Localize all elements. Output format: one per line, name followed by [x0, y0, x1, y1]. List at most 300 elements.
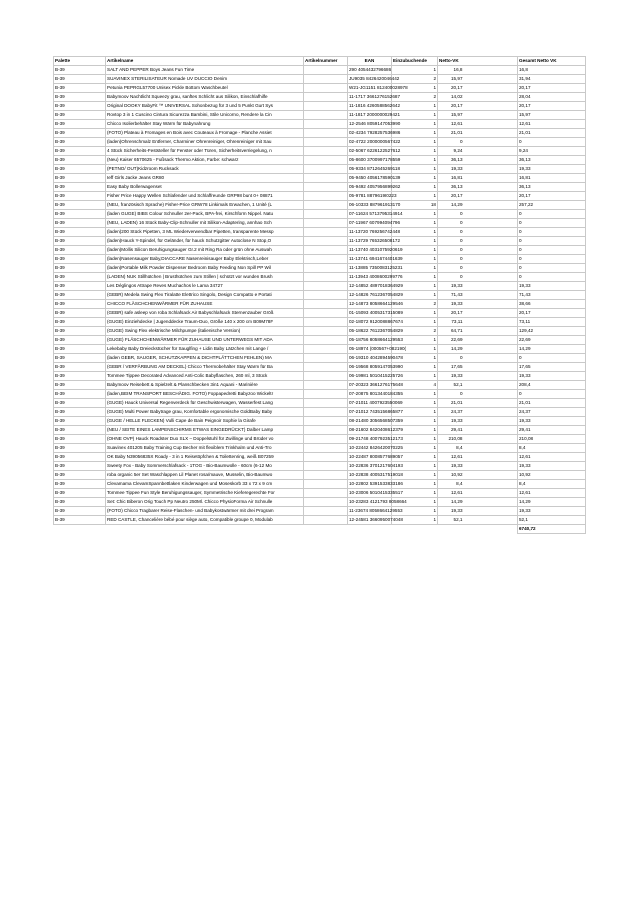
- cell-einzubuchende: 1: [392, 372, 438, 381]
- table-row: [54, 372, 586, 381]
- table-row: [54, 471, 586, 480]
- cell-netto-vk: 52,1: [438, 516, 464, 525]
- cell-gesamt-netto-vk: 31,94: [518, 75, 586, 84]
- cell-palette: B-39: [54, 462, 106, 471]
- cell-ean: 05-8600 3700997178559: [348, 156, 392, 165]
- cell-palette: B-39: [54, 399, 106, 408]
- cell-artikelnummer: [304, 165, 348, 174]
- cell-spacer: [464, 93, 518, 102]
- cell-spacer: [464, 174, 518, 183]
- table-row: [54, 255, 586, 264]
- cell-ean: 11-13943 4008600299776: [348, 273, 392, 282]
- cell-ean: 290 4054432796686: [348, 66, 392, 75]
- table-row: [54, 120, 586, 129]
- cell-netto-vk: 8,4: [438, 444, 464, 453]
- cell-ean: 06-19310 4042894590478: [348, 354, 392, 363]
- cell-netto-vk: 8,4: [438, 480, 464, 489]
- cell-ean: 11-23674 8058664129553: [348, 507, 392, 516]
- cell-spacer: [464, 111, 518, 120]
- table-row: [54, 480, 586, 489]
- cell-gesamt-netto-vk: 36,13: [518, 183, 586, 192]
- cell-einzubuchende: 1: [392, 210, 438, 219]
- cell-palette: B-39: [54, 417, 106, 426]
- cell-gesamt-netto-vk: 0: [518, 228, 586, 237]
- cell-artikelname: (GEBR) safe asleep von roba Schlafsack Air Babyschlafsack Sternenzauber Größ: [106, 309, 304, 318]
- cell-netto-vk: 14,02: [438, 93, 464, 102]
- cell-palette: B-39: [54, 165, 106, 174]
- cell-artikelname: (GUGE / HELLE FLECKEN) Vulli Cape de Bain Peignoir Sophie la Girafe: [106, 417, 304, 426]
- table-row: [54, 147, 586, 156]
- cell-einzubuchende: 1: [392, 246, 438, 255]
- cell-netto-vk: 20,17: [438, 309, 464, 318]
- table-row: [54, 435, 586, 444]
- cell-ean: 09-21748 4007923512173: [348, 435, 392, 444]
- cell-netto-vk: 71,43: [438, 291, 464, 300]
- cell-artikelname: (laden)Ohrenschmalz Entferner, Charminer Ohrenreiniger, Ohrenreiniger mit Sau: [106, 138, 304, 147]
- cell-ean: 11-1817 2000000029421: [348, 111, 392, 120]
- cell-einzubuchende: 1: [392, 507, 438, 516]
- cell-artikelname: (GUGE) Hauck Universal Regenverdeck für Geschwisterwagen, Wasserfest Lang: [106, 399, 304, 408]
- cell-ean: 07-11624 5713795314914: [348, 210, 392, 219]
- cell-palette: B-39: [54, 498, 106, 507]
- table-row: [54, 273, 586, 282]
- header-artikelname: Artikelname: [106, 57, 304, 66]
- total-row: [54, 525, 586, 534]
- cell-artikelnummer: [304, 435, 348, 444]
- cell-einzubuchende: 1: [392, 219, 438, 228]
- table-row: [54, 327, 586, 336]
- table-row: [54, 345, 586, 354]
- table-row: [54, 309, 586, 318]
- table-row: [54, 444, 586, 453]
- cell-einzubuchende: 1: [392, 66, 438, 75]
- cell-artikelnummer: [304, 462, 348, 471]
- cell-netto-vk: 22,69: [438, 336, 464, 345]
- cell-artikelnummer: [304, 354, 348, 363]
- cell-gesamt-netto-vk: 0: [518, 273, 586, 282]
- cell-spacer: [464, 318, 518, 327]
- cell-spacer: [464, 201, 518, 210]
- table-row: [54, 291, 586, 300]
- cell-einzubuchende: 1: [392, 273, 438, 282]
- cell-artikelname: Set: Chic Biberon Orig Touch Pp Neutro 250Ml. Chicco PhysioForma Air Schnulle: [106, 498, 304, 507]
- cell-ean: 11-13720 769256742448: [348, 228, 392, 237]
- cell-einzubuchende: 1: [392, 291, 438, 300]
- cell-spacer: [464, 471, 518, 480]
- cell-artikelname: Babymoov Reisebett & Spielzelt & Planschbecken 3in1 Aquani - Marinière: [106, 381, 304, 390]
- cell-spacer: [464, 75, 518, 84]
- cell-spacer: [464, 363, 518, 372]
- cell-artikelnummer: [304, 282, 348, 291]
- cell-netto-vk: 14,29: [438, 498, 464, 507]
- cell-spacer: [464, 345, 518, 354]
- cell-spacer: [464, 498, 518, 507]
- table-row: [54, 300, 586, 309]
- cell-spacer: [464, 210, 518, 219]
- table-row: [54, 381, 586, 390]
- cell-artikelname: Chicco Isolierbehälter Stay Wärm für Babynahrung: [106, 120, 304, 129]
- cell-netto-vk: 19,33: [438, 507, 464, 516]
- cell-spacer: [464, 255, 518, 264]
- cell-artikelnummer: [304, 318, 348, 327]
- cell-einzubuchende: 1: [392, 390, 438, 399]
- cell-ean: 11-13885 7350083125231: [348, 264, 392, 273]
- cell-einzubuchende: 1: [392, 165, 438, 174]
- cell-palette: B-39: [54, 219, 106, 228]
- cell-gesamt-netto-vk: 38,66: [518, 300, 586, 309]
- table-row: [54, 138, 586, 147]
- cell-artikelnummer: [304, 444, 348, 453]
- cell-gesamt-netto-vk: 20,17: [518, 192, 586, 201]
- cell-ean: 07-11967 607994094796: [348, 219, 392, 228]
- cell-spacer: [464, 372, 518, 381]
- cell-palette: B-39: [54, 156, 106, 165]
- cell-gesamt-netto-vk: 8,4: [518, 480, 586, 489]
- cell-artikelnummer: [304, 129, 348, 138]
- cell-palette: B-39: [54, 516, 106, 525]
- cell-gesamt-netto-vk: 36,13: [518, 156, 586, 165]
- cell-netto-vk: 0: [438, 246, 464, 255]
- cell-artikelname: (laden)Hauck Y-Spindel, für Geländer, für hauck Schutzgitter Autoclose N Stop,O: [106, 237, 304, 246]
- table-row: [54, 354, 586, 363]
- cell-ean: 05-18622 7612367054829: [348, 327, 392, 336]
- cell-spacer: [464, 453, 518, 462]
- cell-artikelnummer: [304, 300, 348, 309]
- cell-ean: 12-14826 7612367054829: [348, 291, 392, 300]
- cell-artikelname: SUAVINEX STERILISATEUR Nomade UV DUCCIO Denim: [106, 75, 304, 84]
- cell-artikelname: (NEU, LADEN) 16 Stück Baby-Clip-Schnuller mit Silikon-Adaptering, annhao Sch: [106, 219, 304, 228]
- cell-netto-vk: 17,65: [438, 363, 464, 372]
- cell-ean: 11-1717 3661276152687: [348, 93, 392, 102]
- cell-netto-vk: 0: [438, 228, 464, 237]
- cell-gesamt-netto-vk: 21,01: [518, 399, 586, 408]
- cell-einzubuchende: 1: [392, 138, 438, 147]
- cell-spacer: [464, 426, 518, 435]
- cell-gesamt-netto-vk: 21,01: [518, 129, 586, 138]
- cell-ean: 05-9334 8712645269118: [348, 165, 392, 174]
- cell-gesamt-netto-vk: 10,92: [518, 471, 586, 480]
- cell-artikelnummer: [304, 336, 348, 345]
- cell-einzubuchende: 1: [392, 435, 438, 444]
- cell-einzubuchende: 1: [392, 345, 438, 354]
- cell-ean: 12-2546 8059147053990: [348, 120, 392, 129]
- cell-artikelname: Les Déglingos Attrape Reves Muchachos le Lama 34727: [106, 282, 304, 291]
- cell-artikelname: Babymoov Nachtlicht Squeezy grau, sanftes Schlicht aus Silikon, Einschlafhilfe: [106, 93, 304, 102]
- cell-ean: 10-22838 4005317519018: [348, 471, 392, 480]
- cell-netto-vk: 0: [438, 264, 464, 273]
- cell-netto-vk: 29,41: [438, 426, 464, 435]
- cell-palette: B-39: [54, 111, 106, 120]
- cell-gesamt-netto-vk: 14,29: [518, 345, 586, 354]
- cell-netto-vk: 20,17: [438, 192, 464, 201]
- cell-gesamt-netto-vk: 22,69: [518, 336, 586, 345]
- cell-einzubuchende: 1: [392, 417, 438, 426]
- cell-netto-vk: 10,92: [438, 471, 464, 480]
- cell-einzubuchende: 1: [392, 399, 438, 408]
- header-gesamt-netto-vk: Gesamt Netto VK: [518, 57, 586, 66]
- cell-netto-vk: 36,13: [438, 183, 464, 192]
- cell-netto-vk: 12,61: [438, 489, 464, 498]
- cell-netto-vk: 19,33: [438, 372, 464, 381]
- header-artikelnummer: Artikelnummer: [304, 57, 348, 66]
- cell-spacer: [464, 237, 518, 246]
- cell-artikelname: (Neu) Kaiser 6570625 - Fußsack Thermo Aktion, Farbe: schwarz: [106, 156, 304, 165]
- cell-artikelnummer: [304, 399, 348, 408]
- cell-palette: B-39: [54, 381, 106, 390]
- table-row: [54, 228, 586, 237]
- cell-gesamt-netto-vk: 15,97: [518, 111, 586, 120]
- cell-gesamt-netto-vk: 29,41: [518, 426, 586, 435]
- cell-spacer: [464, 291, 518, 300]
- cell-artikelname: (GUGE) Swing Flex elektrische Milchpumpe (italienische Version): [106, 327, 304, 336]
- inventory-table: [53, 56, 586, 534]
- cell-einzubuchende: 1: [392, 147, 438, 156]
- table-row: [54, 489, 586, 498]
- cell-spacer: [464, 219, 518, 228]
- cell-gesamt-netto-vk: 19,33: [518, 372, 586, 381]
- cell-spacer: [464, 282, 518, 291]
- cell-netto-vk: 0: [438, 219, 464, 228]
- cell-einzubuchende: 1: [392, 264, 438, 273]
- cell-netto-vk: 19,33: [438, 417, 464, 426]
- cell-palette: B-39: [54, 372, 106, 381]
- table-row: [54, 336, 586, 345]
- cell-spacer: [464, 435, 518, 444]
- cell-netto-vk: 15,97: [438, 75, 464, 84]
- cell-palette: B-39: [54, 228, 106, 237]
- cell-einzubuchende: 1: [392, 480, 438, 489]
- table-row: [54, 174, 586, 183]
- cell-spacer: [464, 408, 518, 417]
- cell-artikelnummer: [304, 219, 348, 228]
- cell-palette: B-39: [54, 489, 106, 498]
- cell-einzubuchende: 1: [392, 237, 438, 246]
- cell-palette: B-39: [54, 336, 106, 345]
- cell-gesamt-netto-vk: 210,08: [518, 435, 586, 444]
- cell-netto-vk: 64,71: [438, 327, 464, 336]
- cell-palette: B-39: [54, 471, 106, 480]
- table-row: [54, 210, 586, 219]
- table-row: [54, 84, 586, 93]
- cell-palette: B-39: [54, 201, 106, 210]
- cell-artikelnummer: [304, 93, 348, 102]
- table-row: [54, 66, 586, 75]
- cell-spacer: [464, 264, 518, 273]
- cell-einzubuchende: 2: [392, 327, 438, 336]
- cell-spacer: [464, 462, 518, 471]
- cell-palette: B-39: [54, 138, 106, 147]
- cell-ean: 05-18756 8058664129553: [348, 336, 392, 345]
- cell-spacer: [464, 120, 518, 129]
- cell-spacer: [464, 192, 518, 201]
- cell-artikelname: (LADEN) NUK Stillhütchen | Brusthütchen zum Stillen | schützt vor wunden Brush: [106, 273, 304, 282]
- cell-gesamt-netto-vk: 20,17: [518, 102, 586, 111]
- table-row: [54, 516, 586, 525]
- cell-artikelname: (PETNO/ OUT)Kidzroom Rucksack: [106, 165, 304, 174]
- cell-spacer: [464, 246, 518, 255]
- cell-artikelnummer: [304, 417, 348, 426]
- cell-gesamt-netto-vk: 16,8: [518, 66, 586, 75]
- cell-artikelname: (FOTO) Chicco Tragbarer Reise-Flaschen- und Babykostwärmer mit drei Program: [106, 507, 304, 516]
- cell-gesamt-netto-vk: 208,4: [518, 381, 586, 390]
- table-row: [54, 102, 586, 111]
- cell-palette: B-39: [54, 192, 106, 201]
- cell-ean: 07-21012 7435156865877: [348, 408, 392, 417]
- cell-gesamt-netto-vk: 20,17: [518, 309, 586, 318]
- cell-artikelname: (GEBR / VERFÄRBUNG AM DECKEL) Chicco Thermobehälter Stay Warm für Ba: [106, 363, 304, 372]
- cell-gesamt-netto-vk: 24,37: [518, 408, 586, 417]
- cell-einzubuchende: 1: [392, 309, 438, 318]
- cell-artikelnummer: [304, 291, 348, 300]
- cell-ean: 10-22487 8008577689057: [348, 453, 392, 462]
- cell-artikelname: Suavinex 401205 Baby Training Cup Becher mit flexiblem Trinkhalm und Anti-Tro: [106, 444, 304, 453]
- cell-artikelnummer: [304, 498, 348, 507]
- cell-artikelnummer: [304, 84, 348, 93]
- cell-netto-vk: 16,8: [438, 66, 464, 75]
- cell-spacer: [464, 444, 518, 453]
- cell-artikelnummer: [304, 273, 348, 282]
- cell-artikelname: Tommee Tippee Decorated Advanced Anti-Colic Babyflaschen, 260 ml, 3 Stück: [106, 372, 304, 381]
- cell-netto-vk: 0: [438, 210, 464, 219]
- cell-ean: 05-9492 4057956899262: [348, 183, 392, 192]
- cell-ean: 02-4722 2000000567422: [348, 138, 392, 147]
- cell-einzubuchende: 2: [392, 300, 438, 309]
- cell-netto-vk: 19,33: [438, 300, 464, 309]
- cell-netto-vk: 12,61: [438, 453, 464, 462]
- cell-einzubuchende: 1: [392, 183, 438, 192]
- cell-spacer: [464, 480, 518, 489]
- table-row: [54, 93, 586, 102]
- cell-gesamt-netto-vk: 71,43: [518, 291, 586, 300]
- cell-netto-vk: 19,33: [438, 462, 464, 471]
- cell-netto-vk: 0: [438, 390, 464, 399]
- table-row: [54, 426, 586, 435]
- cell-ean: 11-1816 4260588562642: [348, 102, 392, 111]
- cell-artikelname: (GEBR) Medela Swing Flex Tiralatte Elettrico Singolo, Design Compatto e Portati: [106, 291, 304, 300]
- cell-artikelnummer: [304, 147, 348, 156]
- cell-palette: B-39: [54, 453, 106, 462]
- cell-netto-vk: 12,61: [438, 120, 464, 129]
- cell-netto-vk: 0: [438, 255, 464, 264]
- cell-palette: B-39: [54, 273, 106, 282]
- cell-spacer: [464, 327, 518, 336]
- cell-netto-vk: 21,01: [438, 399, 464, 408]
- table-row: [54, 165, 586, 174]
- cell-einzubuchende: 1: [392, 192, 438, 201]
- cell-ean: 07-21011 4007923550069: [348, 399, 392, 408]
- cell-palette: B-39: [54, 345, 106, 354]
- cell-artikelnummer: [304, 381, 348, 390]
- cell-einzubuchende: 1: [392, 84, 438, 93]
- cell-ean: 11-13729 765326508172: [348, 237, 392, 246]
- cell-gesamt-netto-vk: 0: [518, 210, 586, 219]
- cell-einzubuchende: 4: [392, 381, 438, 390]
- cell-spacer: [464, 129, 518, 138]
- cell-spacer: [464, 309, 518, 318]
- cell-einzubuchende: 1: [392, 174, 438, 183]
- cell-ean: 12-14852 4897018364929: [348, 282, 392, 291]
- cell-artikelname: (OHNE OVP) Hauck Roadster Duo SLX – Doppelstuhl für Zwillinge und Brüder vo: [106, 435, 304, 444]
- cell-artikelnummer: [304, 327, 348, 336]
- cell-artikelnummer: [304, 201, 348, 210]
- cell-einzubuchende: 1: [392, 444, 438, 453]
- cell-artikelnummer: [304, 426, 348, 435]
- table-row: [54, 399, 586, 408]
- table-row: [54, 390, 586, 399]
- cell-netto-vk: 0: [438, 273, 464, 282]
- cell-einzubuchende: 1: [392, 336, 438, 345]
- cell-gesamt-netto-vk: 0: [518, 390, 586, 399]
- cell-gesamt-netto-vk: 0: [518, 264, 586, 273]
- cell-spacer: [464, 354, 518, 363]
- table-row: [54, 264, 586, 273]
- cell-gesamt-netto-vk: 14,29: [518, 498, 586, 507]
- cell-spacer: [464, 66, 518, 75]
- cell-palette: B-39: [54, 291, 106, 300]
- cell-netto-vk: 16,81: [438, 174, 464, 183]
- table-row: [54, 75, 586, 84]
- cell-ean: 12-24581 3660950074048: [348, 516, 392, 525]
- cell-spacer: [464, 516, 518, 525]
- cell-artikelname: CHICCO FLÄSCHCHENWÄRMER FÜR ZUHAUSE: [106, 300, 304, 309]
- cell-ean: 05-9450 4056178590139: [348, 174, 392, 183]
- cell-palette: B-39: [54, 210, 106, 219]
- cell-palette: B-39: [54, 363, 106, 372]
- cell-artikelnummer: [304, 102, 348, 111]
- cell-artikelname: (NEU / SEITE EINES LAMPENSCHIRMS ETWAS EINGEDRÜCKT) Dalber Lamp: [106, 426, 304, 435]
- cell-ean: 10-22802 5391533833186: [348, 480, 392, 489]
- cell-spacer: [464, 489, 518, 498]
- cell-palette: B-39: [54, 84, 106, 93]
- cell-spacer: [464, 399, 518, 408]
- cell-palette: B-39: [54, 327, 106, 336]
- cell-artikelnummer: [304, 408, 348, 417]
- cell-einzubuchende: 1: [392, 120, 438, 129]
- cell-gesamt-netto-vk: 0: [518, 219, 586, 228]
- cell-palette: B-39: [54, 237, 106, 246]
- cell-netto-vk: 0: [438, 237, 464, 246]
- cell-palette: B-39: [54, 426, 106, 435]
- cell-palette: B-39: [54, 444, 106, 453]
- cell-artikelnummer: [304, 111, 348, 120]
- cell-palette: B-39: [54, 507, 106, 516]
- cell-gesamt-netto-vk: 17,65: [518, 363, 586, 372]
- cell-artikelname: roba organic 5er Set Waschlappen Lil Planet rosa/mauve, Musselin, Bio-Baumwo: [106, 471, 304, 480]
- total-value: 6740,72: [518, 525, 586, 534]
- cell-artikelnummer: [304, 66, 348, 75]
- table-row: [54, 156, 586, 165]
- cell-netto-vk: 20,17: [438, 102, 464, 111]
- cell-ean: 06-10333 887961913170: [348, 201, 392, 210]
- cell-palette: B-39: [54, 435, 106, 444]
- cell-netto-vk: 19,33: [438, 165, 464, 174]
- cell-palette: B-39: [54, 480, 106, 489]
- cell-spacer: [464, 147, 518, 156]
- cell-artikelname: (laden)Portable Milk Powder Dispenser Bedroom Baby Feeding Non Spill PP Wil: [106, 264, 304, 273]
- cell-palette: B-39: [54, 354, 106, 363]
- cell-artikelname: (laden GUGE) BIBS Colour Schnuller 2er-Pack, BPA-frei, Kirschform Nippel. Natu: [106, 210, 304, 219]
- cell-spacer: [464, 138, 518, 147]
- cell-einzubuchende: 1: [392, 471, 438, 480]
- cell-einzubuchende: 1: [392, 489, 438, 498]
- cell-artikelnummer: [304, 453, 348, 462]
- cell-artikelname: (FOTO) Plateau à Fromages en Bois avec Couteaux à Fromage - Planche Assiet: [106, 129, 304, 138]
- cell-einzubuchende: 1: [392, 318, 438, 327]
- cell-ean: 07-20323 3661276175648: [348, 381, 392, 390]
- cell-palette: B-39: [54, 147, 106, 156]
- cell-artikelname: SALT AND PEPPER Boys Jeans Fun Time: [106, 66, 304, 75]
- cell-artikelnummer: [304, 246, 348, 255]
